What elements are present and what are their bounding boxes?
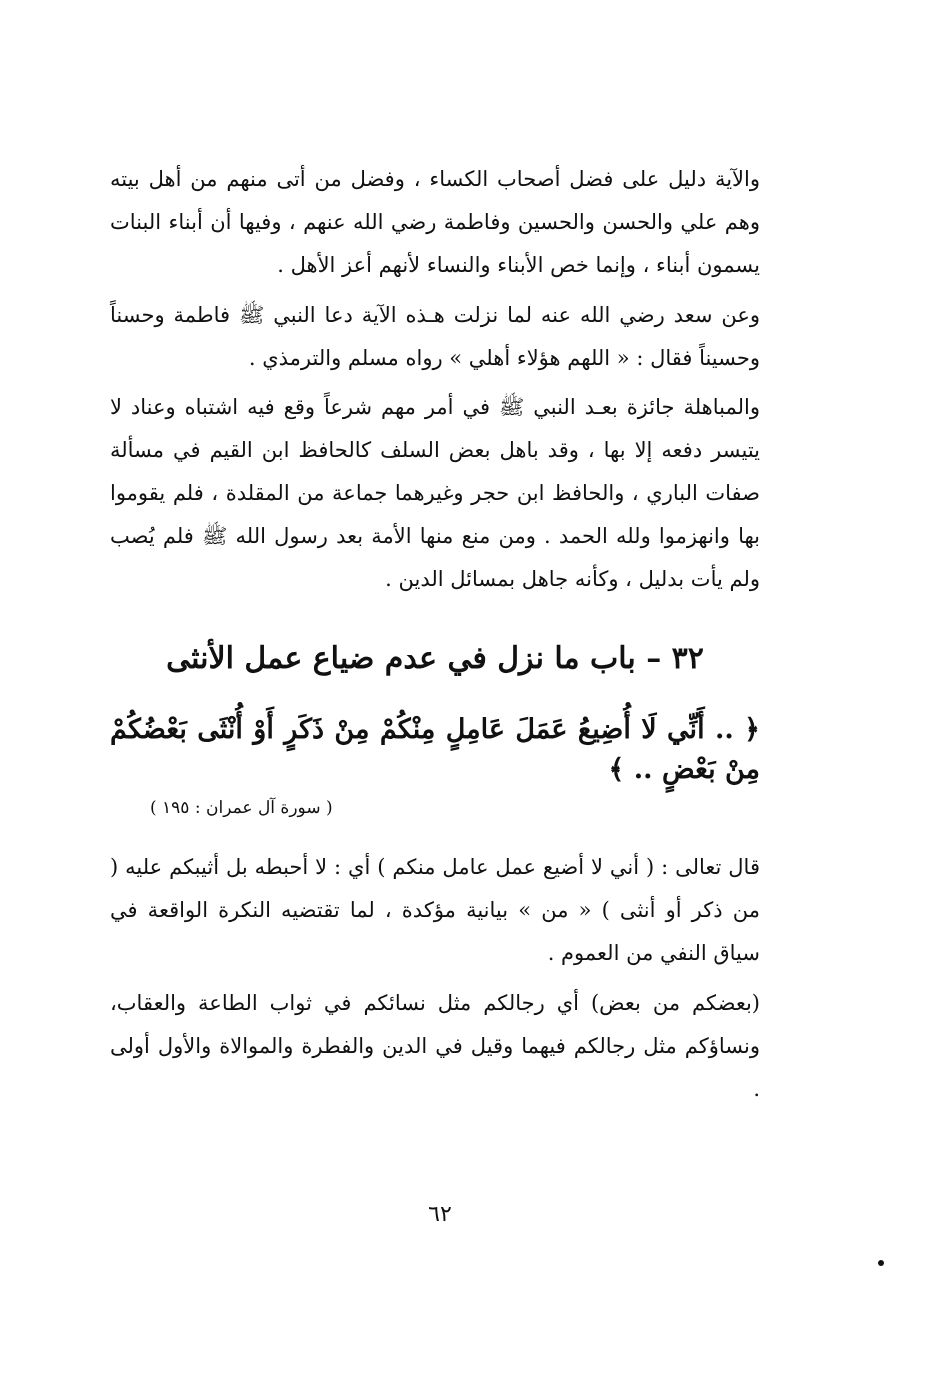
paragraph-mubahala: والمباهلة جائزة بعـد النبي ﷺ في أمر مهم شرعاً وقع فيه اشتباه وعناد لا يتيسر دفعه إلا بها ، وقد باهل بعض السلف كالحافظ ابن القيم في مسألة صفات الباري ، والحافظ ابن حجر وغيرهما جماعة من المقلدة ، فلم يقوموا بها وانهزموا ولله الحمد . ومن منع منها الأمة بعد رسول الله ﷺ فلم يُصب ولم يأت بدليل ، وكأنه جاهل بمسائل الدين .	[110, 395, 761, 591]
paragraph-saad-hadith: وعن سعد رضي الله عنه لما نزلت هـذه الآية دعا النبي ﷺ فاطمة وحسناً وحسيناً فقال : « اللهم هؤلاء أهلي » رواه مسلم والترمذي .	[110, 303, 760, 370]
paragraph-ahl-al-kisa: والآية دليل على فضل أصحاب الكساء ، وفضل من أتى منهم من أهل بيته وهم علي والحسن والحسين وفاطمة رضي الله عنهم ، وفيها أن أبناء البنات يسمون أبناء ، وإنما خص الأبناء والنساء لأنهم أعز الأهل .	[110, 167, 760, 277]
print-speck	[878, 1260, 884, 1266]
paragraph-badukum-min-bad: (بعضكم من بعض) أي رجالكم مثل نسائكم في ثواب الطاعة والعقاب، ونساؤكم مثل رجالكم فيهما وقيل في الدين والفطرة والموالاة والأول أولى .	[110, 991, 760, 1101]
paragraph-tafsir-verse: قال تعالى : ( أني لا أضيع عمل عامل منكم ) أي : لا أحبطه بل أثيبكم عليه ( من ذكر أو أنثى ) « من » بيانية مؤكدة ، لما تقتضيه النكرة الواقعة في سياق النفي من العموم .	[110, 855, 760, 965]
page-number: ٦٢	[428, 1202, 452, 1227]
quran-verse: ﴿ .. أَنِّي لَا أُضِيعُ عَمَلَ عَامِلٍ مِنْكُمْ مِنْ ذَكَرٍ أَوْ أُنْثَى بَعْضُكُمْ مِنْ بَعْضٍ .. ﴾	[110, 714, 760, 785]
verse-reference: ( سورة آل عمران : ١٩٥ )	[150, 798, 333, 818]
section-heading: ٣٢ – باب ما نزل في عدم ضياع عمل الأنثى	[166, 641, 704, 676]
